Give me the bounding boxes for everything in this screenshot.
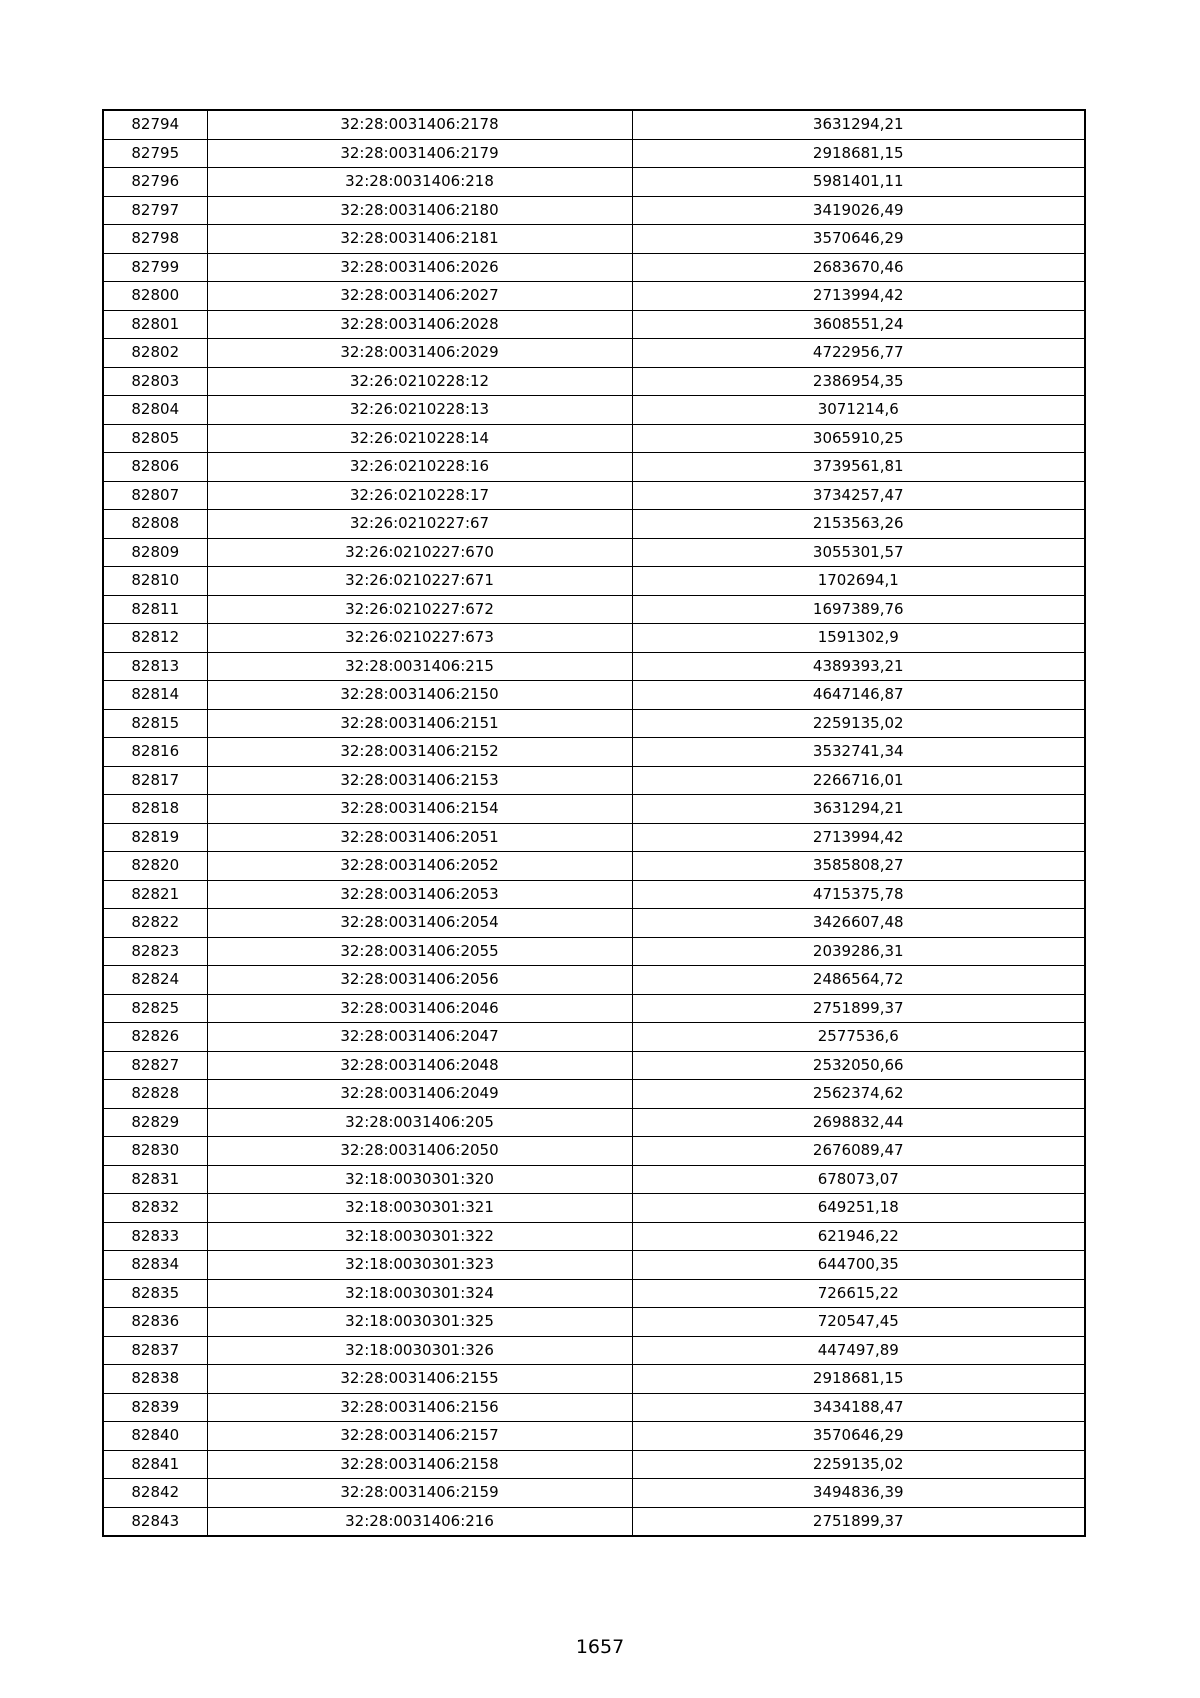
row-number-cell: 82829: [103, 1108, 207, 1137]
cadastral-value-cell: 2698832,44: [632, 1108, 1085, 1137]
cadastral-value-cell: 2577536,6: [632, 1023, 1085, 1052]
table-row: [103, 1194, 1085, 1223]
cadastral-number-cell: 32:28:0031406:2029: [207, 339, 632, 368]
table-row: [103, 1336, 1085, 1365]
cadastral-number-cell: 32:28:0031406:2053: [207, 880, 632, 909]
row-number-cell: 82811: [103, 595, 207, 624]
row-number-cell: 82828: [103, 1080, 207, 1109]
table-row: [103, 994, 1085, 1023]
cadastral-number-cell: 32:28:0031406:2156: [207, 1393, 632, 1422]
table-row: [103, 1108, 1085, 1137]
cadastral-value-cell: 2153563,26: [632, 510, 1085, 539]
cadastral-value-cell: 2713994,42: [632, 823, 1085, 852]
cadastral-value-cell: 2266716,01: [632, 766, 1085, 795]
row-number-cell: 82820: [103, 852, 207, 881]
cadastral-number-cell: 32:28:0031406:2056: [207, 966, 632, 995]
row-number-cell: 82827: [103, 1051, 207, 1080]
cadastral-value-cell: 621946,22: [632, 1222, 1085, 1251]
row-number-cell: 82833: [103, 1222, 207, 1251]
cadastral-value-cell: 3739561,81: [632, 453, 1085, 482]
row-number-cell: 82799: [103, 253, 207, 282]
cadastral-number-cell: 32:28:0031406:2181: [207, 225, 632, 254]
table-row: [103, 909, 1085, 938]
row-number-cell: 82831: [103, 1165, 207, 1194]
table-row: [103, 567, 1085, 596]
cadastral-value-table: [102, 109, 1086, 1537]
row-number-cell: 82843: [103, 1507, 207, 1536]
table-body: [103, 110, 1085, 1536]
cadastral-value-cell: 3570646,29: [632, 1422, 1085, 1451]
cadastral-value-cell: 4722956,77: [632, 339, 1085, 368]
cadastral-number-cell: 32:26:0210228:16: [207, 453, 632, 482]
page-number: 1657: [575, 1636, 625, 1658]
cadastral-number-cell: 32:26:0210227:67: [207, 510, 632, 539]
cadastral-number-cell: 32:18:0030301:326: [207, 1336, 632, 1365]
row-number-cell: 82819: [103, 823, 207, 852]
cadastral-number-cell: 32:26:0210227:671: [207, 567, 632, 596]
cadastral-number-cell: 32:28:0031406:2028: [207, 310, 632, 339]
cadastral-value-cell: 2259135,02: [632, 1450, 1085, 1479]
table-row: [103, 1308, 1085, 1337]
row-number-cell: 82809: [103, 538, 207, 567]
cadastral-value-cell: 447497,89: [632, 1336, 1085, 1365]
cadastral-number-cell: 32:28:0031406:2054: [207, 909, 632, 938]
cadastral-number-cell: 32:28:0031406:2047: [207, 1023, 632, 1052]
row-number-cell: 82810: [103, 567, 207, 596]
row-number-cell: 82815: [103, 709, 207, 738]
cadastral-value-cell: 2751899,37: [632, 1507, 1085, 1536]
row-number-cell: 82825: [103, 994, 207, 1023]
table-row: [103, 453, 1085, 482]
cadastral-value-cell: 2259135,02: [632, 709, 1085, 738]
cadastral-number-cell: 32:28:0031406:2150: [207, 681, 632, 710]
cadastral-number-cell: 32:28:0031406:2153: [207, 766, 632, 795]
cadastral-value-cell: 3631294,21: [632, 110, 1085, 139]
table-row: [103, 795, 1085, 824]
table-row: [103, 139, 1085, 168]
table-row: [103, 1165, 1085, 1194]
table-row: [103, 823, 1085, 852]
cadastral-value-cell: 678073,07: [632, 1165, 1085, 1194]
cadastral-value-cell: 4715375,78: [632, 880, 1085, 909]
cadastral-value-cell: 3532741,34: [632, 738, 1085, 767]
table-row: [103, 1251, 1085, 1280]
cadastral-value-cell: 3585808,27: [632, 852, 1085, 881]
cadastral-number-cell: 32:26:0210227:670: [207, 538, 632, 567]
cadastral-number-cell: 32:28:0031406:2026: [207, 253, 632, 282]
cadastral-value-cell: 3419026,49: [632, 196, 1085, 225]
row-number-cell: 82816: [103, 738, 207, 767]
cadastral-value-cell: 2562374,62: [632, 1080, 1085, 1109]
table-row: [103, 1051, 1085, 1080]
row-number-cell: 82834: [103, 1251, 207, 1280]
cadastral-number-cell: 32:18:0030301:321: [207, 1194, 632, 1223]
cadastral-number-cell: 32:28:0031406:2052: [207, 852, 632, 881]
cadastral-number-cell: 32:28:0031406:2151: [207, 709, 632, 738]
cadastral-value-cell: 2676089,47: [632, 1137, 1085, 1166]
table-row: [103, 1507, 1085, 1536]
table-row: [103, 624, 1085, 653]
table-row: [103, 310, 1085, 339]
cadastral-value-cell: 1591302,9: [632, 624, 1085, 653]
row-number-cell: 82795: [103, 139, 207, 168]
row-number-cell: 82823: [103, 937, 207, 966]
row-number-cell: 82813: [103, 652, 207, 681]
row-number-cell: 82797: [103, 196, 207, 225]
cadastral-value-cell: 4389393,21: [632, 652, 1085, 681]
cadastral-number-cell: 32:28:0031406:2046: [207, 994, 632, 1023]
cadastral-value-cell: 3570646,29: [632, 225, 1085, 254]
cadastral-value-cell: 4647146,87: [632, 681, 1085, 710]
cadastral-number-cell: 32:28:0031406:2155: [207, 1365, 632, 1394]
table-row: [103, 738, 1085, 767]
table-row: [103, 1393, 1085, 1422]
cadastral-value-cell: 5981401,11: [632, 168, 1085, 197]
table-row: [103, 538, 1085, 567]
row-number-cell: 82835: [103, 1279, 207, 1308]
table-row: [103, 966, 1085, 995]
cadastral-number-cell: 32:28:0031406:2050: [207, 1137, 632, 1166]
table-row: [103, 168, 1085, 197]
row-number-cell: 82837: [103, 1336, 207, 1365]
cadastral-number-cell: 32:26:0210228:14: [207, 424, 632, 453]
cadastral-value-cell: 720547,45: [632, 1308, 1085, 1337]
cadastral-number-cell: 32:28:0031406:218: [207, 168, 632, 197]
table-row: [103, 937, 1085, 966]
cadastral-number-cell: 32:28:0031406:2051: [207, 823, 632, 852]
table-row: [103, 852, 1085, 881]
table-row: [103, 424, 1085, 453]
row-number-cell: 82806: [103, 453, 207, 482]
cadastral-value-cell: 3065910,25: [632, 424, 1085, 453]
row-number-cell: 82817: [103, 766, 207, 795]
cadastral-number-cell: 32:26:0210228:17: [207, 481, 632, 510]
table-row: [103, 396, 1085, 425]
cadastral-value-cell: 2751899,37: [632, 994, 1085, 1023]
table-row: [103, 225, 1085, 254]
row-number-cell: 82832: [103, 1194, 207, 1223]
table-row: [103, 766, 1085, 795]
cadastral-value-cell: 2532050,66: [632, 1051, 1085, 1080]
cadastral-number-cell: 32:18:0030301:323: [207, 1251, 632, 1280]
row-number-cell: 82801: [103, 310, 207, 339]
cadastral-number-cell: 32:28:0031406:2178: [207, 110, 632, 139]
row-number-cell: 82794: [103, 110, 207, 139]
row-number-cell: 82838: [103, 1365, 207, 1394]
cadastral-value-cell: 3071214,6: [632, 396, 1085, 425]
row-number-cell: 82796: [103, 168, 207, 197]
row-number-cell: 82840: [103, 1422, 207, 1451]
table-row: [103, 1137, 1085, 1166]
cadastral-value-cell: 2918681,15: [632, 139, 1085, 168]
row-number-cell: 82805: [103, 424, 207, 453]
cadastral-number-cell: 32:26:0210228:12: [207, 367, 632, 396]
cadastral-value-cell: 726615,22: [632, 1279, 1085, 1308]
table-row: [103, 652, 1085, 681]
table-row: [103, 196, 1085, 225]
cadastral-value-cell: 2486564,72: [632, 966, 1085, 995]
table-row: [103, 110, 1085, 139]
cadastral-value-cell: 649251,18: [632, 1194, 1085, 1223]
cadastral-number-cell: 32:28:0031406:2027: [207, 282, 632, 311]
cadastral-number-cell: 32:28:0031406:2048: [207, 1051, 632, 1080]
row-number-cell: 82830: [103, 1137, 207, 1166]
row-number-cell: 82807: [103, 481, 207, 510]
table-row: [103, 481, 1085, 510]
table-row: [103, 681, 1085, 710]
cadastral-number-cell: 32:28:0031406:2152: [207, 738, 632, 767]
cadastral-value-cell: 2713994,42: [632, 282, 1085, 311]
row-number-cell: 82802: [103, 339, 207, 368]
table-row: [103, 1479, 1085, 1508]
row-number-cell: 82821: [103, 880, 207, 909]
table-row: [103, 1023, 1085, 1052]
row-number-cell: 82804: [103, 396, 207, 425]
row-number-cell: 82839: [103, 1393, 207, 1422]
row-number-cell: 82826: [103, 1023, 207, 1052]
table-row: [103, 1365, 1085, 1394]
cadastral-number-cell: 32:26:0210227:672: [207, 595, 632, 624]
cadastral-value-cell: 3734257,47: [632, 481, 1085, 510]
table-row: [103, 709, 1085, 738]
table-row: [103, 339, 1085, 368]
cadastral-value-cell: 2386954,35: [632, 367, 1085, 396]
table-row: [103, 1422, 1085, 1451]
cadastral-value-cell: 3494836,39: [632, 1479, 1085, 1508]
cadastral-value-cell: 1702694,1: [632, 567, 1085, 596]
row-number-cell: 82803: [103, 367, 207, 396]
table-row: [103, 282, 1085, 311]
cadastral-number-cell: 32:18:0030301:324: [207, 1279, 632, 1308]
table-row: [103, 880, 1085, 909]
table-row: [103, 253, 1085, 282]
cadastral-number-cell: 32:28:0031406:2157: [207, 1422, 632, 1451]
cadastral-value-cell: 644700,35: [632, 1251, 1085, 1280]
row-number-cell: 82824: [103, 966, 207, 995]
row-number-cell: 82812: [103, 624, 207, 653]
cadastral-number-cell: 32:26:0210227:673: [207, 624, 632, 653]
row-number-cell: 82798: [103, 225, 207, 254]
row-number-cell: 82814: [103, 681, 207, 710]
cadastral-number-cell: 32:28:0031406:2179: [207, 139, 632, 168]
cadastral-value-cell: 3055301,57: [632, 538, 1085, 567]
table-row: [103, 510, 1085, 539]
cadastral-value-cell: 3434188,47: [632, 1393, 1085, 1422]
cadastral-number-cell: 32:28:0031406:216: [207, 1507, 632, 1536]
cadastral-number-cell: 32:28:0031406:2154: [207, 795, 632, 824]
cadastral-value-cell: 3608551,24: [632, 310, 1085, 339]
row-number-cell: 82842: [103, 1479, 207, 1508]
cadastral-number-cell: 32:18:0030301:322: [207, 1222, 632, 1251]
cadastral-value-cell: 2918681,15: [632, 1365, 1085, 1394]
cadastral-number-cell: 32:28:0031406:205: [207, 1108, 632, 1137]
cadastral-number-cell: 32:28:0031406:215: [207, 652, 632, 681]
row-number-cell: 82818: [103, 795, 207, 824]
table-row: [103, 595, 1085, 624]
table-row: [103, 1222, 1085, 1251]
row-number-cell: 82822: [103, 909, 207, 938]
cadastral-number-cell: 32:28:0031406:2159: [207, 1479, 632, 1508]
cadastral-value-cell: 1697389,76: [632, 595, 1085, 624]
cadastral-number-cell: 32:28:0031406:2049: [207, 1080, 632, 1109]
row-number-cell: 82808: [103, 510, 207, 539]
cadastral-number-cell: 32:26:0210228:13: [207, 396, 632, 425]
row-number-cell: 82836: [103, 1308, 207, 1337]
cadastral-value-cell: 2039286,31: [632, 937, 1085, 966]
cadastral-number-cell: 32:28:0031406:2055: [207, 937, 632, 966]
cadastral-number-cell: 32:28:0031406:2158: [207, 1450, 632, 1479]
table-row: [103, 1450, 1085, 1479]
cadastral-value-cell: 3631294,21: [632, 795, 1085, 824]
table-row: [103, 367, 1085, 396]
cadastral-value-cell: 2683670,46: [632, 253, 1085, 282]
row-number-cell: 82841: [103, 1450, 207, 1479]
row-number-cell: 82800: [103, 282, 207, 311]
cadastral-number-cell: 32:18:0030301:325: [207, 1308, 632, 1337]
cadastral-number-cell: 32:18:0030301:320: [207, 1165, 632, 1194]
cadastral-value-cell: 3426607,48: [632, 909, 1085, 938]
table-row: [103, 1279, 1085, 1308]
table-row: [103, 1080, 1085, 1109]
cadastral-number-cell: 32:28:0031406:2180: [207, 196, 632, 225]
